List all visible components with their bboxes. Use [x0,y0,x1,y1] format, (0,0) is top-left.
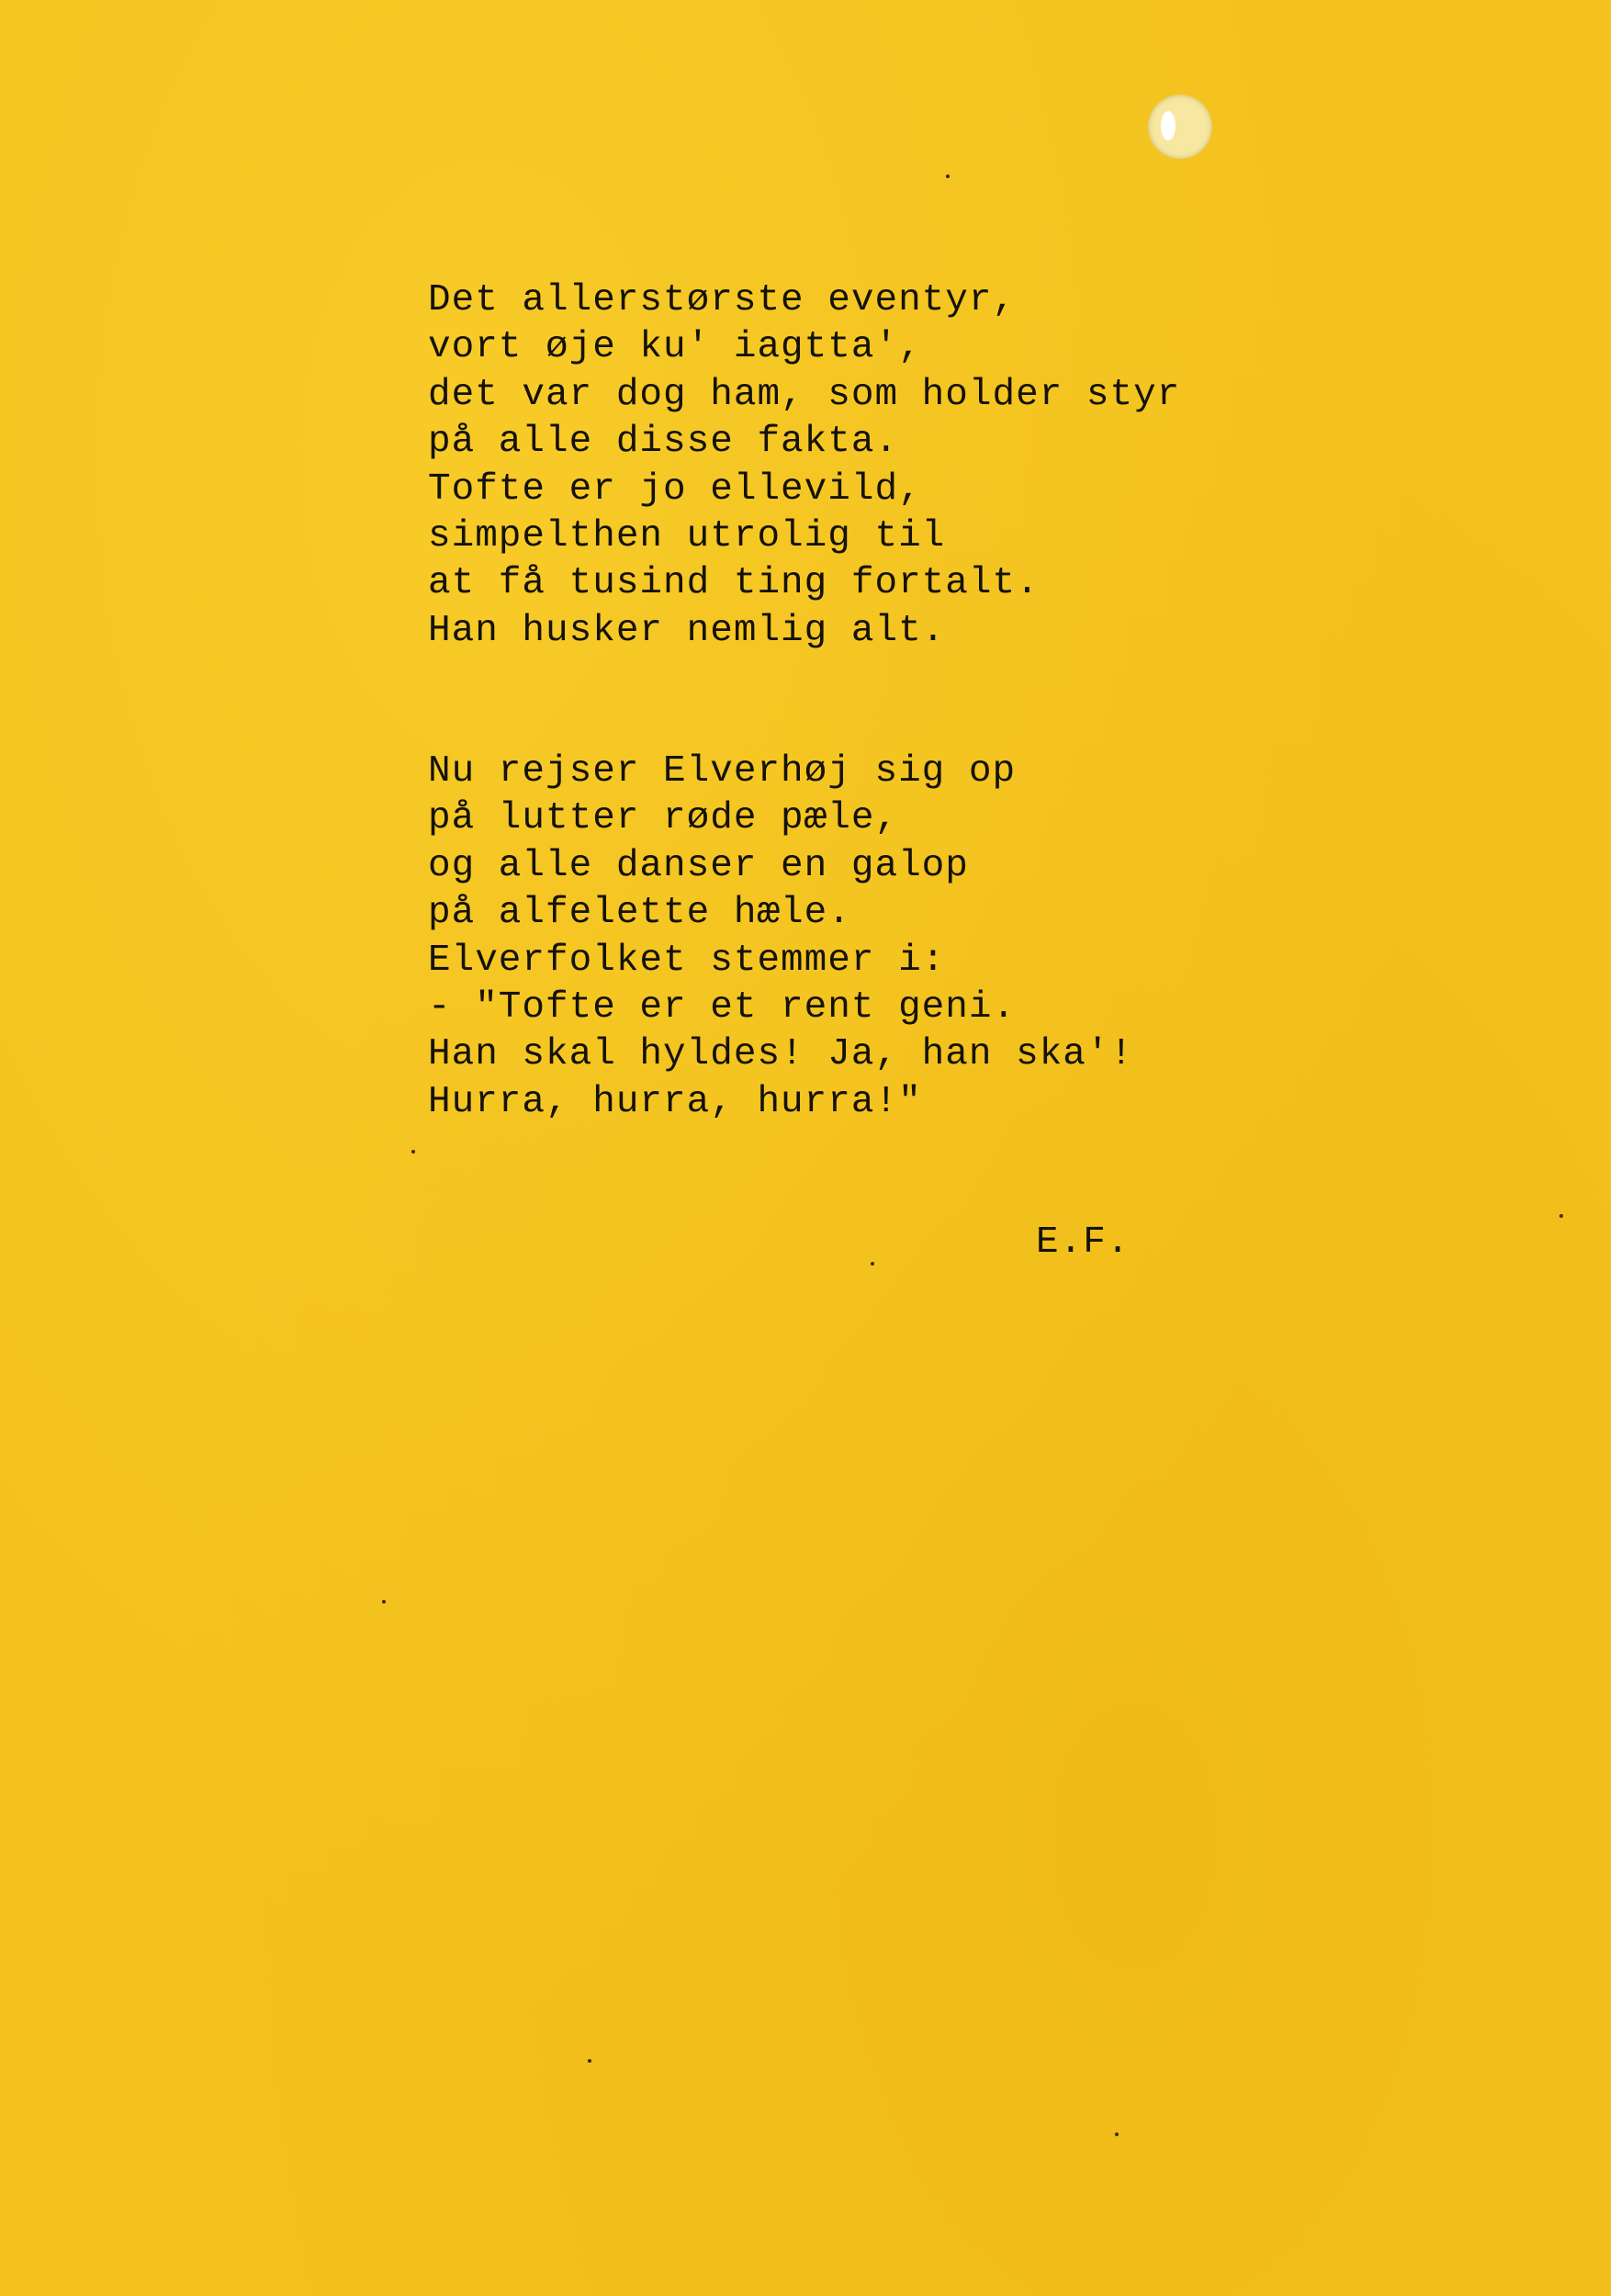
poem-line: Nu rejser Elverhøj sig op [428,750,1017,793]
poem-line: Tofte er jo ellevild, [428,467,922,511]
poem-line: vort øje ku' iagtta', [428,326,922,369]
poem-line: på alfelette hæle. [428,892,851,935]
paper-speck [382,1600,386,1604]
poem-line: - "Tofte er et rent geni. [428,985,1017,1029]
paper-speck [871,1262,874,1266]
poem-line: at få tusind ting fortalt. [428,562,1040,605]
poem-stanza-1 [428,277,1180,655]
poem-line: Han husker nemlig alt. [428,609,946,652]
paper-speck [411,1150,415,1154]
poem-line: Han skal hyldes! Ja, han ska'! [428,1033,1134,1076]
paper-speck [1559,1214,1563,1218]
poem-line: Elverfolket stemmer i: [428,939,946,982]
poem-line: på alle disse fakta. [428,421,899,464]
paper-speck [588,2059,591,2063]
poem-line: det var dog ham, som holder styr [428,373,1181,416]
punch-hole-highlight [1161,111,1176,141]
poem-stanza-2 [428,748,1133,1126]
page-edge [1611,0,1620,2296]
punch-hole [1148,95,1212,159]
poem-line: simpelthen utrolig til [428,514,946,557]
paper-speck [946,174,950,178]
poem-line: Hurra, hurra, hurra!" [428,1080,922,1123]
signature-initials: E.F. [1036,1221,1131,1264]
poem-line: Det allerstørste eventyr, [428,279,1017,321]
poem-line: på lutter røde pæle, [428,797,899,840]
poem-line: og alle danser en galop [428,844,969,887]
paper-speck [1115,2133,1119,2136]
